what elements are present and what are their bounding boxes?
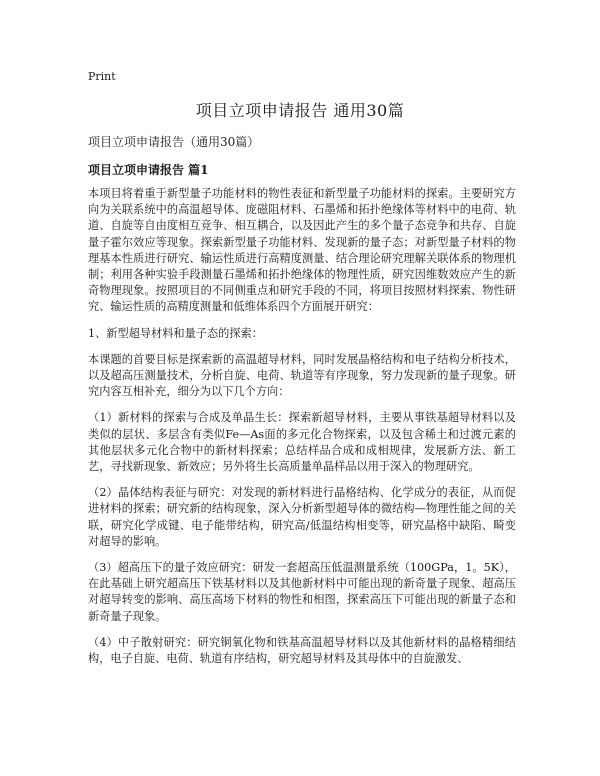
print-label[interactable]: Print: [88, 70, 116, 83]
document-subtitle: 项目立项申请报告（通用30篇）: [88, 135, 260, 149]
paragraph-item-3: （3）超高压下的量子效应研究：研发一套超高压低温测量系统（100GPa，1。5K），在此基础上研究超高压下铁基材料以及其他新材料中可能出现的新奇量子现象、超高压对超导转变的影响、高压高场下材料的物性和相图，探索高压下可能出现的新量子态和新奇量子现象。: [88, 561, 516, 623]
section-heading: 项目立项申请报告 篇1: [88, 163, 209, 177]
document-body: [88, 186, 516, 677]
paragraph-intro: 本项目将着重于新型量子功能材料的物性表征和新型量子功能材料的探索。主要研究方向为关联系统中的高温超导体、庞磁阻材料、石墨烯和拓扑绝缘体等材料中的电荷、轨道、自旋等自由度相互竞争、相互耦合，以及因此产生的多个量子态竞争和共存、自旋量子霍尔效应等现象。探索新型量子功能材料、发现新的量子态；对新型量子材料的物理基本性质进行研究、输运性质进行高精度测量、结合理论研究理解关联体系的物理机制；利用各种实验手段测量石墨烯和拓扑绝缘体的物理性质，研究因维数效应产生的新奇物理现象。按照项目的不同侧重点和研究手段的不同，将项目按照材料探索、物性研究、输运性质的高精度测量和低维体系四个方面展开研究：: [88, 187, 516, 314]
paragraph-goal: 本课题的首要目标是探索新的高温超导材料，同时发展晶格结构和电子结构分析技术，以及超高压测量技术，分析自旋、电荷、轨道等有序现象，努力发现新的量子现象。研究内容互相补充，细分为以下几个方向：: [88, 352, 516, 399]
paragraph-item-2: （2）晶体结构表征与研究：对发现的新材料进行晶格结构、化学成分的表征，从而促进材料的探索；研究新的结构现象，深入分析新型超导体的微结构—物理性能之间的关联，研究化学成键、电子能带结构，研究高/低温结构相变等，研究晶格中缺陷、畸变对超导的影响。: [88, 486, 516, 548]
document-title: 项目立项申请报告 通用30篇: [195, 101, 405, 120]
paragraph-topic-1: 1、新型超导材料和量子态的探索：: [88, 326, 263, 340]
paragraph-item-1: （1）新材料的探索与合成及单晶生长：探索新超导材料，主要从事铁基超导材料以及类似的层状、多层含有类似Fe—As面的多元化合物探索，以及包含稀土和过渡元素的其他层状多元化合物中的新材料探索；总结样品合成和成相规律，发展新方法、新工艺，寻找新现象、新效应；另外将生长高质量单晶样品以用于深入的物理研究。: [88, 411, 516, 474]
paragraph-item-4: （4）中子散射研究：研究铜氧化物和铁基高温超导材料以及其他新材料的晶格精细结构，电子自旋、电荷、轨道有序结构，研究超导材料及其母体中的自旋激发、: [88, 635, 516, 666]
